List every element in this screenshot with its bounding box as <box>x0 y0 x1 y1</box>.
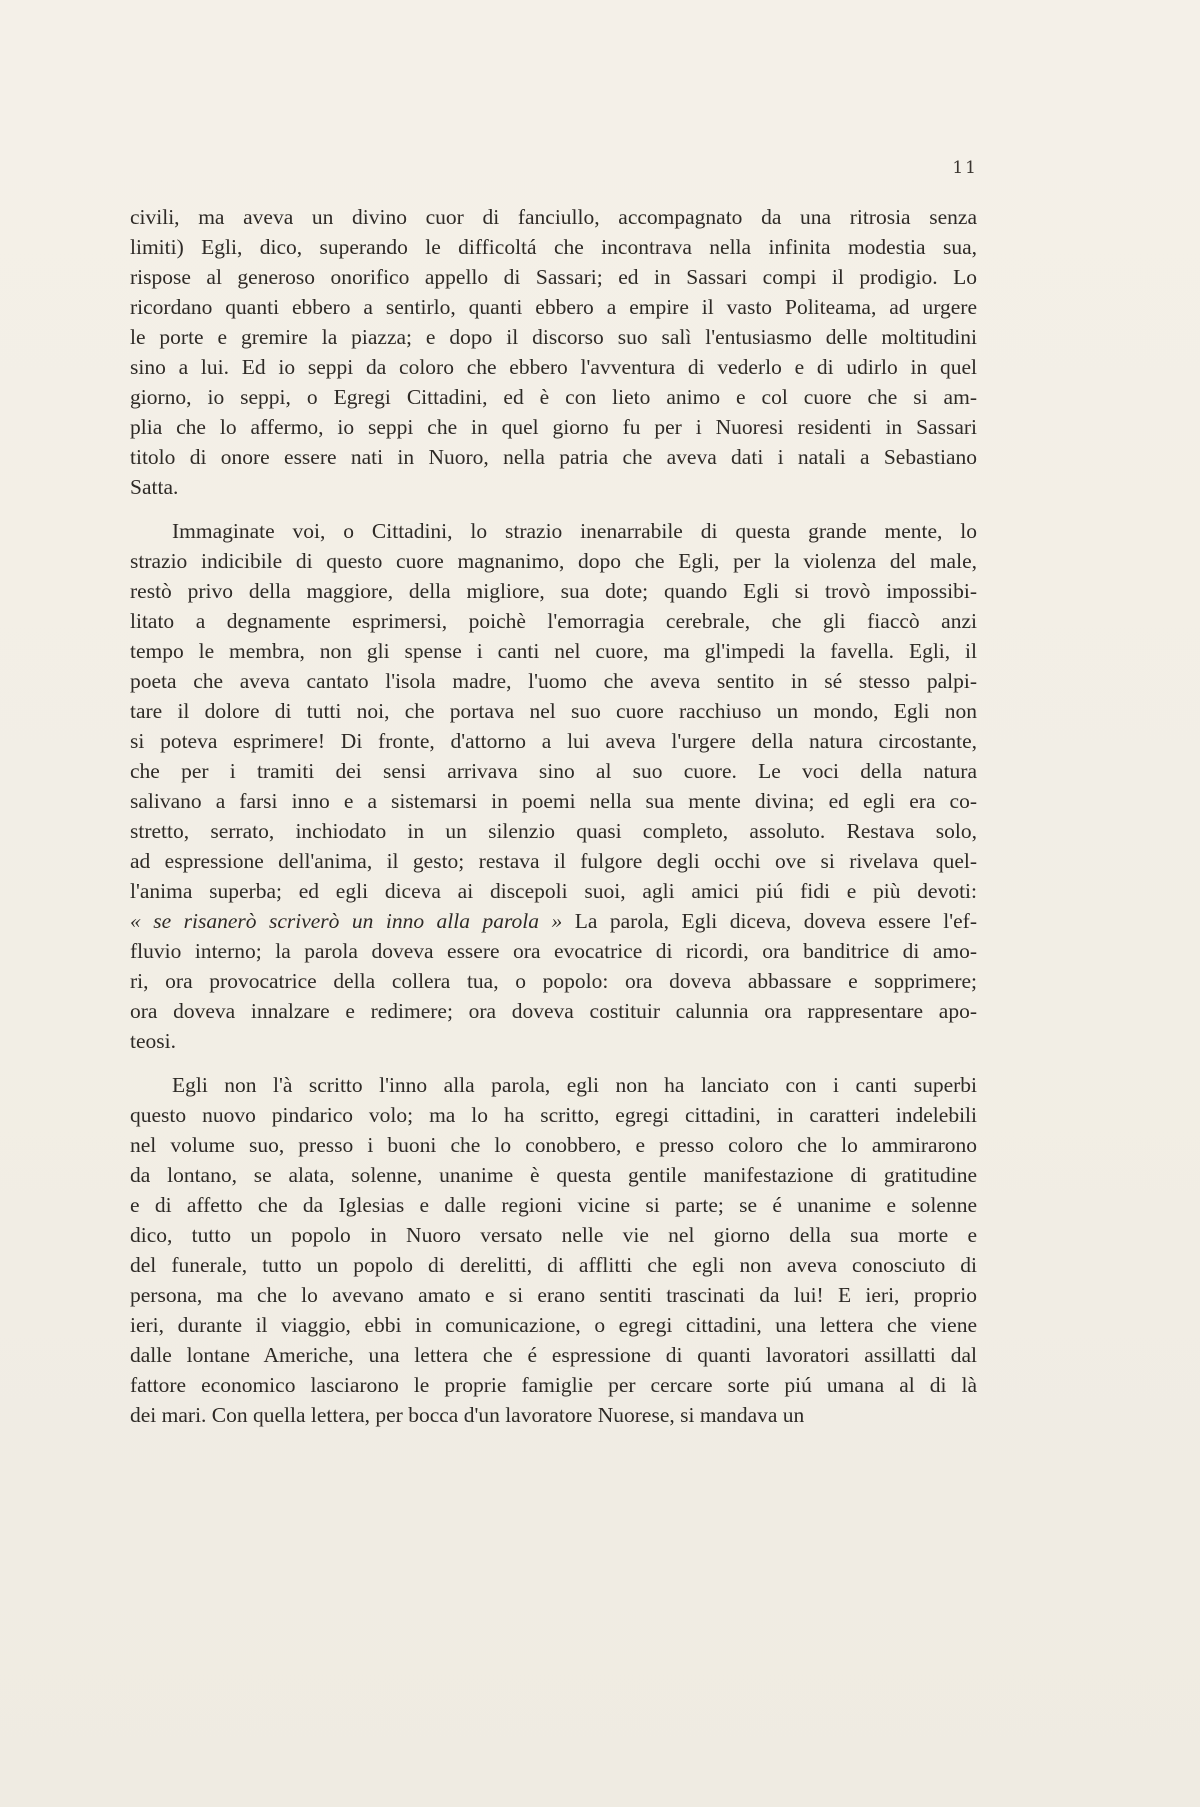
text-line: l'anima superba; ed egli diceva ai discepoli suoi, agli amici piú fidi e più devoti: <box>130 879 977 903</box>
text-line: Satta. <box>130 475 179 499</box>
text-line: sino a lui. Ed io seppi da coloro che ebbero l'avventura di vederlo e di udirlo in quel <box>130 355 977 379</box>
text-line: civili, ma aveva un divino cuor di fanciullo, accompagnato da una ritrosia senza <box>130 205 977 229</box>
text-line: che per i tramiti dei sensi arrivava sino al suo cuore. Le voci della natura <box>130 759 977 783</box>
body-text <box>130 202 977 1430</box>
text-line: tempo le membra, non gli spense i canti nel cuore, ma gl'impedi la favella. Egli, il <box>130 639 977 663</box>
text-line: strazio indicibile di questo cuore magnanimo, dopo che Egli, per la violenza del male, <box>130 549 977 573</box>
text-line: limiti) Egli, dico, superando le difficoltá che incontrava nella infinita modestia sua, <box>130 235 977 259</box>
text-line: persona, ma che lo avevano amato e si erano sentiti trascinati da lui! E ieri, proprio <box>130 1283 977 1307</box>
text-line: restò privo della maggiore, della migliore, sua dote; quando Egli si trovò impossibi- <box>130 579 977 603</box>
text-line: fluvio interno; la parola doveva essere ora evocatrice di ricordi, ora banditrice di amo- <box>130 939 977 963</box>
text-line: e di affetto che da Iglesias e dalle regioni vicine si parte; se é unanime e solenne <box>130 1193 977 1217</box>
paragraph <box>130 202 977 502</box>
text-line: si poteva esprimere! Di fronte, d'attorno a lui aveva l'urgere della natura circostante, <box>130 729 977 753</box>
text-line: rispose al generoso onorifico appello di Sassari; ed in Sassari compi il prodigio. Lo <box>130 265 977 289</box>
quote-line <box>130 906 977 936</box>
text-line: litato a degnamente esprimersi, poichè l'emorragia cerebrale, che gli fiaccò anzi <box>130 609 977 633</box>
paragraph <box>130 1070 977 1430</box>
text-line: salivano a farsi inno e a sistemarsi in poemi nella sua mente divina; ed egli era co- <box>130 789 977 813</box>
text-line: ieri, durante il viaggio, ebbi in comunicazione, o egregi cittadini, una lettera che viene <box>130 1313 977 1337</box>
text-line: nel volume suo, presso i buoni che lo conobbero, e presso coloro che lo ammirarono <box>130 1133 977 1157</box>
text-line: Immaginate voi, o Cittadini, lo strazio inenarrabile di questa grande mente, lo <box>172 519 977 543</box>
text-line: ad espressione dell'anima, il gesto; restava il fulgore degli occhi ove si rivelava quel- <box>130 849 977 873</box>
text-line: Egli non l'à scritto l'inno alla parola, egli non ha lanciato con i canti superbi <box>172 1073 977 1097</box>
text-line: poeta che aveva cantato l'isola madre, l'uomo che aveva sentito in sé stesso palpi- <box>130 669 977 693</box>
page-number: 11 <box>952 158 978 178</box>
text-line: titolo di onore essere nati in Nuoro, nella patria che aveva dati i natali a Sebastiano <box>130 445 977 469</box>
text-line: ricordano quanti ebbero a sentirlo, quanti ebbero a empire il vasto Politeama, ad urgere <box>130 295 977 319</box>
text-line: dei mari. Con quella lettera, per bocca d'un lavoratore Nuorese, si mandava un <box>130 1403 805 1427</box>
text-line: fattore economico lasciarono le proprie famiglie per cercare sorte piú umana al di là <box>130 1373 977 1397</box>
text-line: giorno, io seppi, o Egregi Cittadini, ed è con lieto animo e col cuore che si am- <box>130 385 977 409</box>
quote-continuation: La parola, Egli diceva, doveva essere l'ef- <box>562 909 977 933</box>
text-line: dico, tutto un popolo in Nuoro versato nelle vie nel giorno della sua morte e <box>130 1223 977 1247</box>
text-line: stretto, serrato, inchiodato in un silenzio quasi completo, assoluto. Restava solo, <box>130 819 977 843</box>
inline-quote: « se risanerò scriverò un inno alla parola » <box>130 909 563 933</box>
text-line: ora doveva innalzare e redimere; ora doveva costituir calunnia ora rappresentare apo- <box>130 999 977 1023</box>
text-line: le porte e gremire la piazza; e dopo il discorso suo salì l'entusiasmo delle moltitudini <box>130 325 977 349</box>
text-line: tare il dolore di tutti noi, che portava nel suo cuore racchiuso un mondo, Egli non <box>130 699 977 723</box>
text-line: teosi. <box>130 1029 176 1053</box>
text-line: questo nuovo pindarico volo; ma lo ha scritto, egregi cittadini, in caratteri indelebili <box>130 1103 977 1127</box>
text-line: ri, ora provocatrice della collera tua, o popolo: ora doveva abbassare e sopprimere; <box>130 969 977 993</box>
text-line: da lontano, se alata, solenne, unanime è questa gentile manifestazione di gratitudine <box>130 1163 977 1187</box>
text-line: del funerale, tutto un popolo di derelitti, di afflitti che egli non aveva conosciuto di <box>130 1253 977 1277</box>
paragraph <box>130 516 977 1056</box>
text-line: plia che lo affermo, io seppi che in quel giorno fu per i Nuoresi residenti in Sassari <box>130 415 977 439</box>
text-line: dalle lontane Americhe, una lettera che é espressione di quanti lavoratori assillatti dal <box>130 1343 977 1367</box>
